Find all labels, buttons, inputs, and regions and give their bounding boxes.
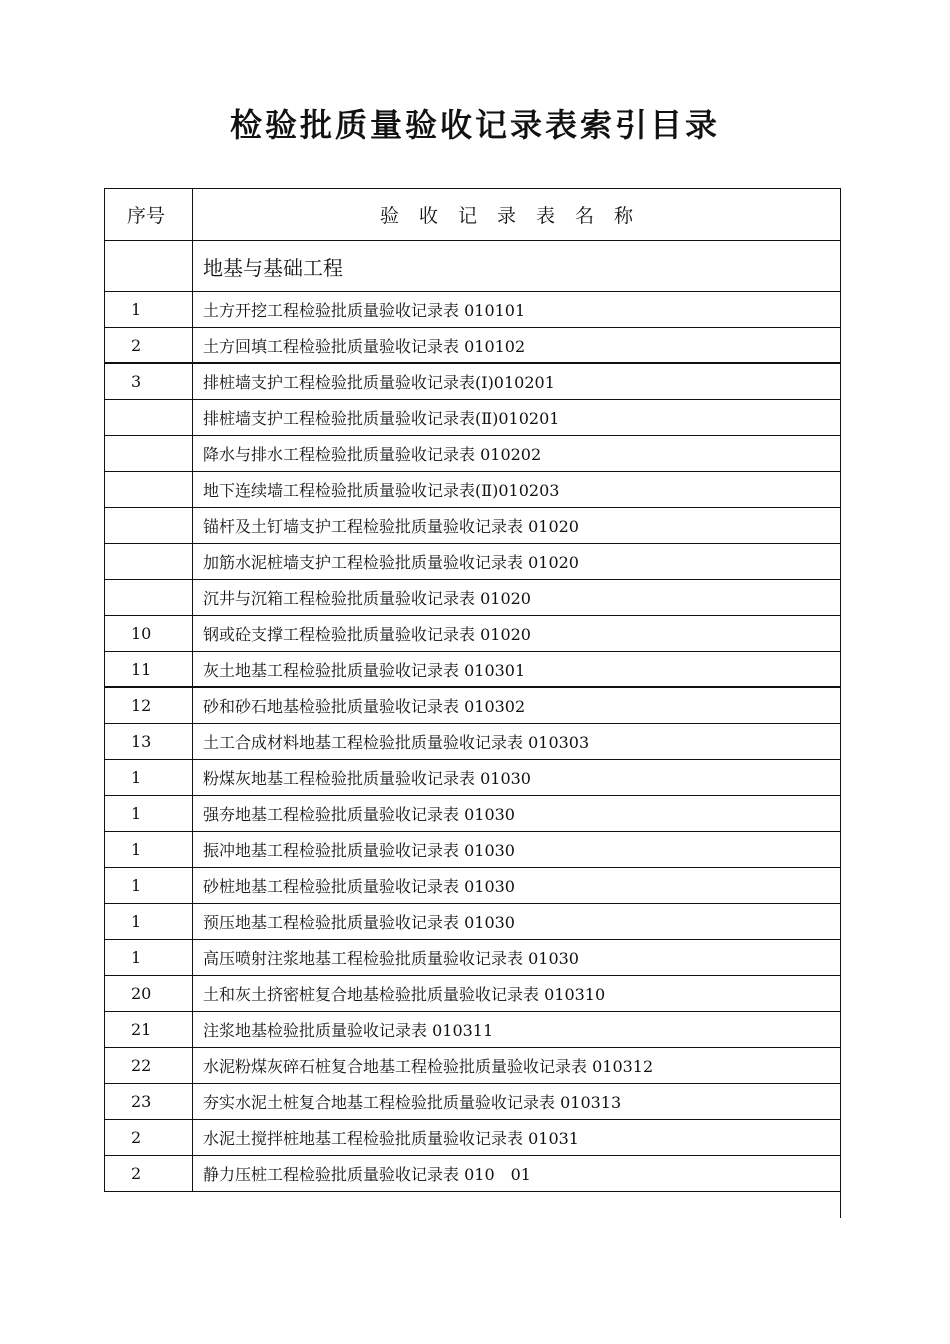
table-row	[105, 868, 840, 904]
row-form-name: 排桩墙支护工程检验批质量验收记录表(Ⅱ)010201	[203, 409, 560, 428]
table-row	[105, 544, 840, 580]
table-row	[105, 508, 840, 544]
row-form-name: 降水与排水工程检验批质量验收记录表 010202	[203, 445, 542, 464]
row-number	[105, 508, 193, 543]
table-row	[105, 760, 840, 796]
header-num: 序号	[105, 189, 193, 240]
row-form-name: 高压喷射注浆地基工程检验批质量验收记录表 01030	[203, 949, 579, 968]
table-row	[105, 688, 840, 724]
table-row	[105, 328, 840, 364]
row-form-name: 振冲地基工程检验批质量验收记录表 01030	[203, 841, 515, 860]
table-row	[105, 652, 840, 688]
row-number: 20	[105, 976, 193, 1011]
table-row	[105, 400, 840, 436]
row-number: 13	[105, 724, 193, 759]
table-row	[105, 580, 840, 616]
row-number: 3	[105, 364, 193, 399]
row-number: 23	[105, 1084, 193, 1119]
table-row	[105, 436, 840, 472]
row-number: 1	[105, 904, 193, 939]
table-row	[105, 472, 840, 508]
row-form-name: 锚杆及土钉墙支护工程检验批质量验收记录表 01020	[203, 517, 579, 536]
table-row	[105, 940, 840, 976]
row-number	[105, 472, 193, 507]
table-row	[105, 364, 840, 400]
row-form-name: 钢或砼支撑工程检验批质量验收记录表 01020	[203, 625, 531, 644]
row-number: 21	[105, 1012, 193, 1047]
row-number: 1	[105, 832, 193, 867]
row-form-name: 静力压桩工程检验批质量验收记录表 010 01	[203, 1165, 531, 1184]
table-header-row	[105, 189, 840, 241]
row-form-name: 强夯地基工程检验批质量验收记录表 01030	[203, 805, 515, 824]
row-number: 12	[105, 688, 193, 723]
row-number: 1	[105, 760, 193, 795]
row-form-name: 灰土地基工程检验批质量验收记录表 010301	[203, 660, 526, 680]
row-number: 11	[105, 652, 193, 686]
row-number: 1	[105, 940, 193, 975]
row-form-name: 预压地基工程检验批质量验收记录表 01030	[203, 913, 515, 932]
row-number	[105, 544, 193, 579]
row-form-name: 土和灰土挤密桩复合地基检验批质量验收记录表 010310	[203, 985, 606, 1004]
row-number: 2	[105, 328, 193, 362]
page-title: 检验批质量验收记录表索引目录	[229, 106, 720, 144]
row-form-name: 粉煤灰地基工程检验批质量验收记录表 01030	[203, 769, 531, 788]
table-row	[105, 796, 840, 832]
row-form-name: 水泥粉煤灰碎石桩复合地基工程检验批质量验收记录表 010312	[203, 1057, 654, 1076]
index-table	[104, 188, 841, 1192]
row-number: 10	[105, 616, 193, 651]
row-form-name: 沉井与沉箱工程检验批质量验收记录表 01020	[203, 589, 531, 608]
table-row	[105, 292, 840, 328]
table-row	[105, 724, 840, 760]
section-num	[105, 241, 193, 291]
table-row	[105, 904, 840, 940]
row-number	[105, 580, 193, 615]
table-row	[105, 1120, 840, 1156]
row-form-name: 地下连续墙工程检验批质量验收记录表(Ⅱ)010203	[203, 481, 560, 500]
row-number: 2	[105, 1120, 193, 1155]
row-form-name: 土工合成材料地基工程检验批质量验收记录表 010303	[203, 733, 590, 752]
table-row	[105, 832, 840, 868]
row-number: 22	[105, 1048, 193, 1083]
row-form-name: 排桩墙支护工程检验批质量验收记录表(Ⅰ)010201	[203, 373, 555, 392]
section-row	[105, 241, 840, 292]
table-row	[105, 1084, 840, 1120]
row-form-name: 砂桩地基工程检验批质量验收记录表 01030	[203, 877, 515, 896]
row-number: 2	[105, 1156, 193, 1191]
table-row	[105, 1156, 840, 1192]
row-form-name: 土方开挖工程检验批质量验收记录表 010101	[203, 301, 526, 320]
row-number	[105, 400, 193, 435]
row-number: 1	[105, 868, 193, 903]
row-form-name: 加筋水泥桩墙支护工程检验批质量验收记录表 01020	[203, 553, 579, 572]
row-form-name: 水泥土搅拌桩地基工程检验批质量验收记录表 01031	[203, 1129, 579, 1148]
section-title: 地基与基础工程	[203, 255, 343, 280]
row-form-name: 注浆地基检验批质量验收记录表 010311	[203, 1021, 494, 1040]
table-row	[105, 1048, 840, 1084]
table-row	[105, 616, 840, 652]
table-row	[105, 976, 840, 1012]
row-form-name: 夯实水泥土桩复合地基工程检验批质量验收记录表 010313	[203, 1093, 622, 1112]
header-name: 验收记录表名称	[379, 205, 653, 227]
row-form-name: 土方回填工程检验批质量验收记录表 010102	[203, 336, 526, 356]
row-number: 1	[105, 292, 193, 327]
row-form-name: 砂和砂石地基检验批质量验收记录表 010302	[203, 697, 526, 716]
row-number: 1	[105, 796, 193, 831]
row-number	[105, 436, 193, 471]
table-row	[105, 1012, 840, 1048]
